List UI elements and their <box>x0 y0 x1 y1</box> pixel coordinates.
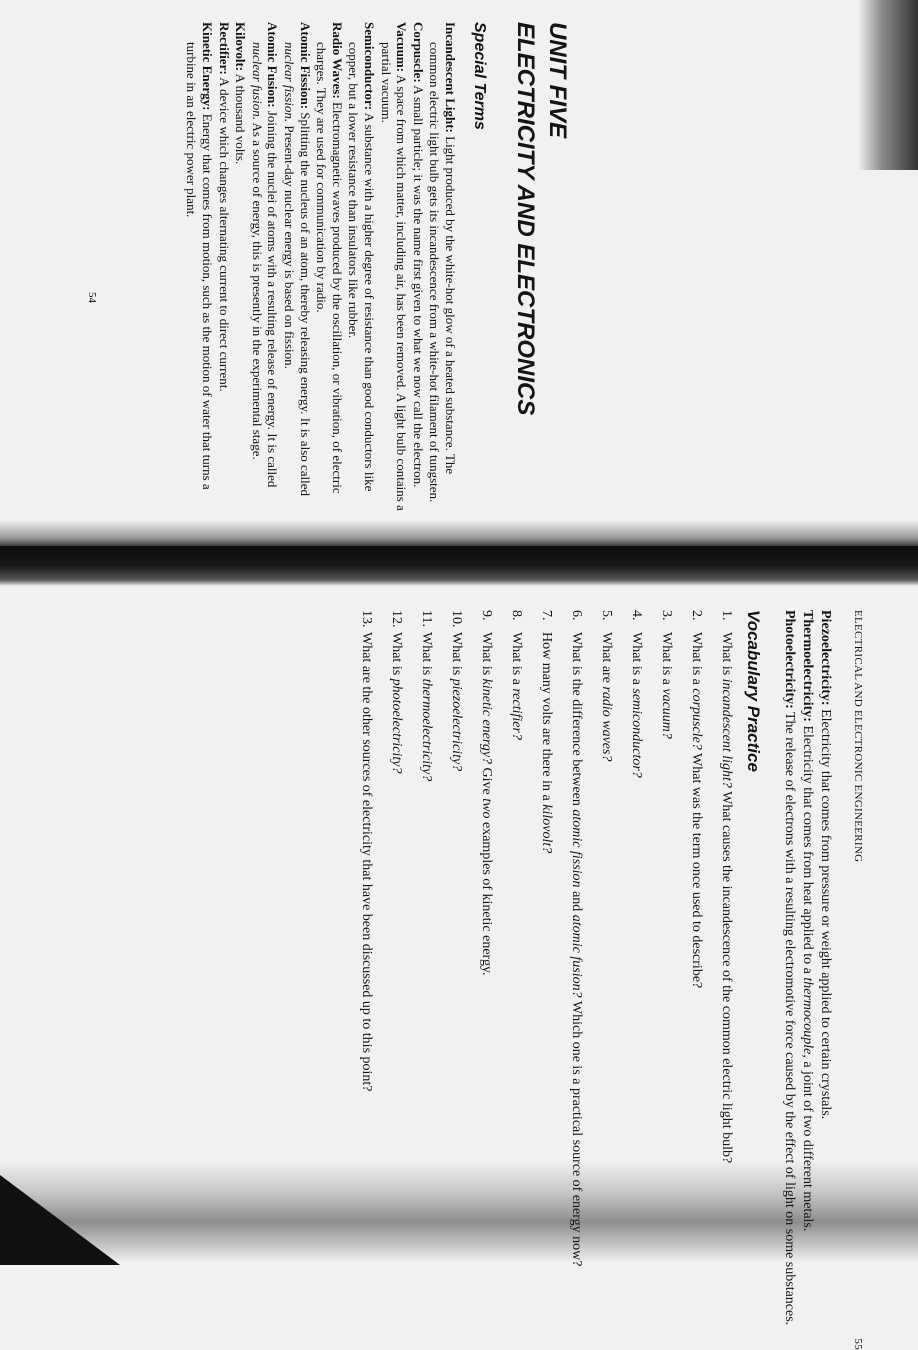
question-item: 2.What is a corpuscle? What was the term once used to describe? <box>689 610 704 989</box>
term-atomic-fusion: Atomic Fusion: Joining the nuclei of atoms with a resulting release of energy. It is called nuclear fusion. As a source of energy, this is presently in the experimental stage. <box>249 22 281 488</box>
term-corpuscle: Corpuscle: A small particle; it was the name first given to what we now call the electron. <box>410 22 426 488</box>
left-page <box>68 22 628 522</box>
term-incandescent-light: Incandescent Light: Light produced by the white-hot glow of a heated substance. The common electric light bulb gets its incandescence from a white-hot filament of tungsten. <box>427 22 458 503</box>
question-item: 10.What is piezoelectricity? <box>449 610 464 772</box>
question-item: 11.What is thermoelectricity? <box>419 610 434 782</box>
question-item: 9.What is kinetic energy? Give two examples of kinetic energy. <box>479 610 494 976</box>
section-title: Special Terms <box>471 22 488 130</box>
term-atomic-fission: Atomic Fission: Splitting the nucleus of an atom, thereby releasing energy. It is also called nuclear fission. Present-day nuclear energy is based on fission. <box>282 22 313 497</box>
page-number-right: 55 <box>852 1338 864 1350</box>
term-kilovolt: Kilovolt: A thousand volts. <box>233 22 249 165</box>
term-photoelectricity: Photoelectricity: The release of electrons with a resulting electromotive force caused by the effect of light on some substances. <box>782 610 797 1326</box>
right-page <box>74 610 864 1350</box>
term-vacuum: Vacuum: A space from which matter, including air, has been removed. A light bulb contains a partial vacuum. <box>378 22 410 511</box>
page-number-left: 54 <box>86 292 98 303</box>
question-item: 1.What is incandescent light? What causes the incandescence of the common electric light bulb? <box>719 610 734 1164</box>
question-item: 5.What are radio waves? <box>599 610 614 762</box>
edge-shadow <box>858 0 918 170</box>
term-piezoelectricity: Piezoelectricity: Electricity that comes from pressure or weight applied to certain crystals. <box>818 610 833 1120</box>
question-item: 3.What is a vacuum? <box>659 610 674 739</box>
unit-title: UNIT FIVE <box>544 22 571 139</box>
question-item: 13.What are the other sources of electricity that have been discussed up to this point? <box>359 610 374 1092</box>
term-rectifier: Rectifier: A device which changes alternating current to direct current. <box>216 22 232 392</box>
vocabulary-practice-title: Vocabulary Practice <box>744 610 763 772</box>
questions-list <box>358 610 735 1350</box>
term-kinetic-energy: Kinetic Energy: Energy that comes from motion, such as the motion of water that turns a turbine in an electric power plant. <box>184 22 216 490</box>
question-item: 12.What is photoelectricity? <box>389 610 404 774</box>
question-item: 4.What is a semiconductor? <box>629 610 644 778</box>
special-terms-continued <box>781 610 834 1350</box>
term-thermoelectricity: Thermoelectricity: Electricity that comes from heat applied to a thermocouple, a joint of two different metals. <box>800 610 815 1232</box>
running-head-title: ELECTRICAL AND ELECTRONIC ENGINEERING <box>852 610 864 863</box>
chapter-title: ELECTRICITY AND ELECTRONICS <box>512 22 539 416</box>
term-radio-waves: Radio Waves: Electromagnetic waves produced by the oscillation, or vibration, of electric charges. They are used for communication by radio. <box>314 22 345 494</box>
question-item: 7.How many volts are there in a kilovolt? <box>539 610 554 854</box>
special-terms-list <box>184 22 458 522</box>
running-head <box>852 610 864 1350</box>
question-item: 6.What is the difference between atomic fission and atomic fusion? Which one is a practical source of energy now? <box>569 610 584 1267</box>
question-item: 8.What is a rectifier? <box>509 610 524 740</box>
term-semiconductor: Semiconductor: A substance with a higher degree of resistance than good conductors like copper, but a lower resistance than insulators like rubber. <box>346 22 378 492</box>
gutter-shadow <box>0 546 918 586</box>
